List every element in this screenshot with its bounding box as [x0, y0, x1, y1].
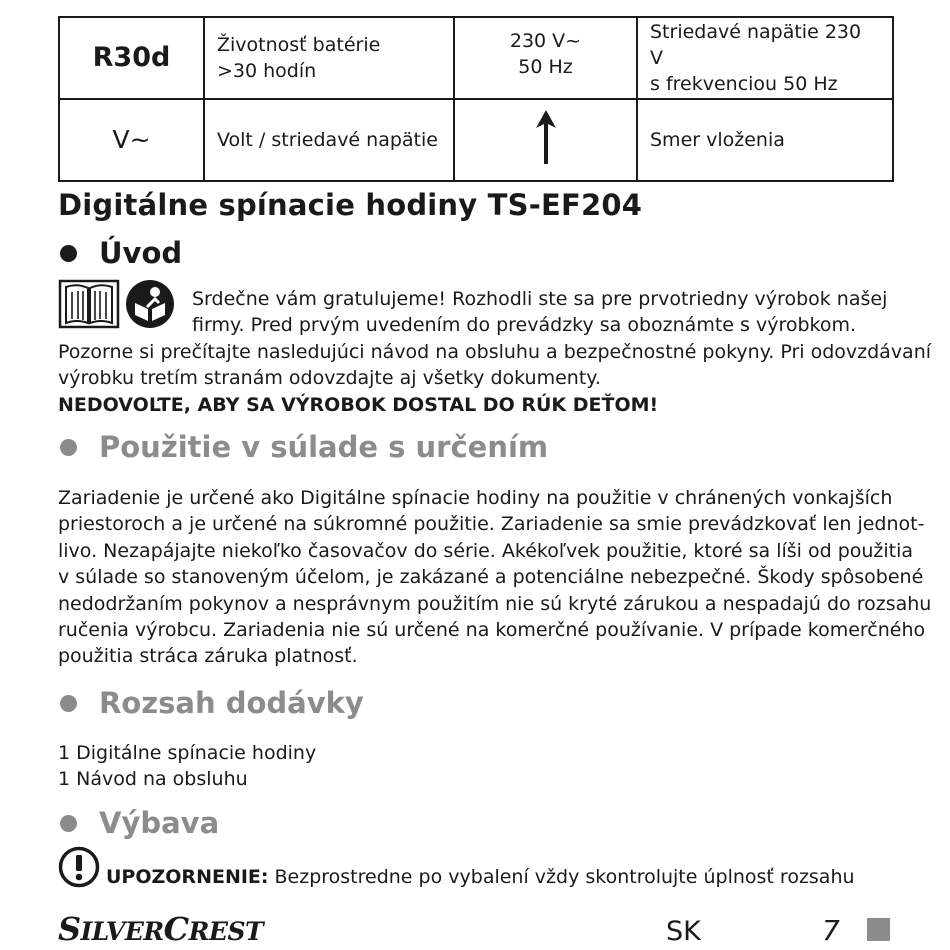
- list-item: 1 Digitálne spínacie hodiny: [58, 742, 317, 764]
- list-item: 1 Návod na obsluhu: [58, 768, 248, 791]
- brand-logo: SILVERCREST: [58, 910, 264, 948]
- notice-text: Bezprostredne po vybalení vždy skontrolujte úplnosť rozsahu: [274, 866, 855, 888]
- symbol-meaning: Smer vloženia: [637, 99, 893, 181]
- symbol-meaning: Životnosť batérie >30 hodín: [204, 17, 454, 99]
- page-number: 7: [822, 914, 840, 947]
- symbol-volt: V~: [59, 99, 204, 181]
- symbol-direction: [454, 99, 637, 181]
- page-marker-square: [867, 918, 890, 941]
- symbols-table: [58, 16, 894, 182]
- section-heading-intended-use: Použitie v súlade s určením: [60, 430, 548, 464]
- bullet-icon: [60, 439, 77, 456]
- table-row: [59, 17, 893, 99]
- symbol-meaning: Volt / striedavé napätie: [204, 99, 454, 181]
- bullet-icon: [60, 245, 77, 262]
- table-row: [59, 99, 893, 181]
- language-code: SK: [666, 916, 701, 947]
- open-book-icon: [58, 279, 120, 329]
- child-warning: NEDOVOĽTE, ABY SA VÝROBOK DOSTAL DO RÚK DEŤOM!: [58, 393, 659, 416]
- section-heading-scope: Rozsah dodávky: [60, 686, 364, 720]
- exclamation-circle-icon: [58, 846, 100, 888]
- intro-text: Pozorne si prečítajte nasledujúci návod na obsluhu a bezpečnostné pokyny. Pri odovzdávaní výrobku tretím stranám odovzdajte aj všetky dokumenty. NEDOVOĽTE, ABY SA VÝROBOK DOSTAL DO RÚK DEŤOM!: [58, 339, 898, 418]
- notice-label: UPOZORNENIE:: [106, 866, 269, 888]
- notice-line: [58, 846, 855, 888]
- page-title: Digitálne spínacie hodiny TS-EF204: [58, 188, 643, 222]
- section-heading-intro: Úvod: [60, 236, 182, 270]
- intended-use-text: Zariadenie je určené ako Digitálne spínacie hodiny na použitie v chránených vonkajších priestoroch a je určené na súkromné použitie. Zariadenie sa smie prevádzkovať len jednot- livo. Nezapájajte niekoľko časovačov do série. Akékoľvek použitie, ktoré sa líši od použitia v súlade so stanoveným účelom, je zakázané a potenciálne nebezpečné. Škody spôsobené nedodržaním pokynov a nesprávnym použitím nie sú kryté zárukou a nespadajú do rozsahu ručenia výrobcu. Zariadenia nie sú určené na komerčné používanie. V prípade komerčného použitia stráca záruka platnosť.: [58, 487, 932, 668]
- read-manual-icon: [125, 279, 175, 329]
- symbol-r30d: R30d: [59, 17, 204, 99]
- scope-list: [58, 740, 898, 793]
- up-arrow-icon: [534, 108, 558, 166]
- section-heading-equipment: Výbava: [60, 806, 219, 840]
- bullet-icon: [60, 695, 77, 712]
- bullet-icon: [60, 815, 77, 832]
- symbol-meaning: Striedavé napätie 230 V s frekvenciou 50 Hz: [637, 17, 893, 99]
- intro-text-indented: Srdečne vám gratulujeme! Rozhodli ste sa pre prvotriedny výrobok našej firmy. Pred prvým uvedením do prevádzky sa oboznámte s výrobkom.: [192, 288, 888, 337]
- symbol-voltage: 230 V~ 50 Hz: [454, 17, 637, 99]
- intro-icons: [58, 279, 178, 329]
